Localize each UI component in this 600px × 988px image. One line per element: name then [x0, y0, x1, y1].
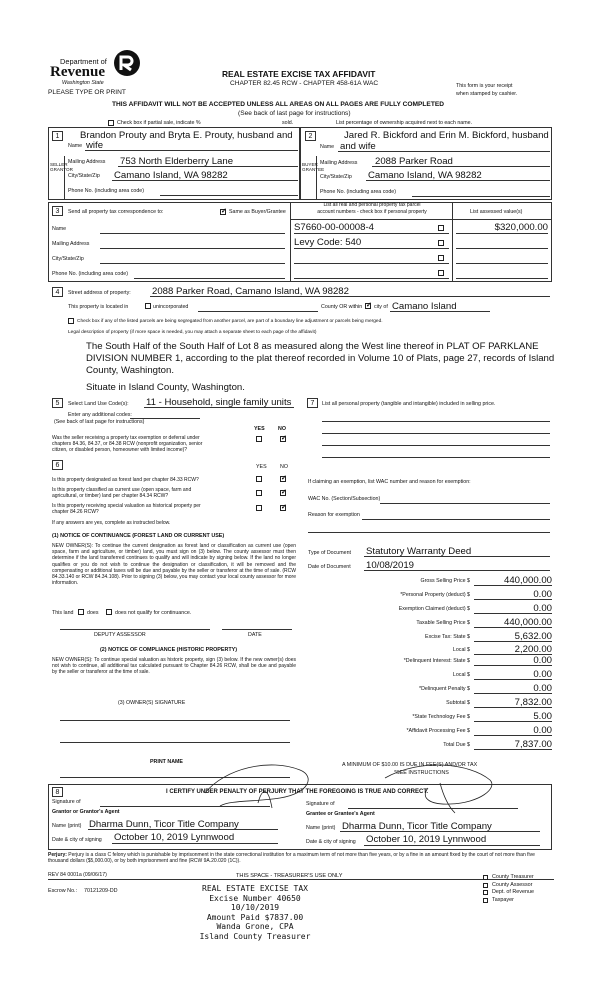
grantor-name-label: Name (print) [52, 823, 82, 829]
seller-city-value[interactable]: Camano Island, WA 98282 [114, 170, 228, 181]
buyer-name-line1[interactable]: Jared R. Bickford and Erin M. Bickford, husband [344, 130, 549, 141]
stamp-line: Island County Treasurer [199, 931, 311, 941]
tax-line-value[interactable]: 0.00 [533, 655, 552, 666]
section-number-4: 4 [52, 287, 63, 297]
street-address-label: Street address of property: [68, 290, 131, 296]
perjury-statement: Perjury: Perjury is a class C felony which is punishable by imprisonment in the state correctional institution for a maximum term of not more than five years, or by a fine in an amount fixed by the court of not more than five thousand dollars ($5,000.00), or by both imprisonment and fine (RCW 9A.20.020 (1C)). [48, 852, 535, 864]
stamp-line: Excise Number 40650 [209, 893, 301, 903]
section-number-5: 5 [52, 398, 63, 408]
warning-banner: THIS AFFIDAVIT WILL NOT BE ACCEPTED UNLESS ALL AREAS ON ALL PAGES ARE FULLY COMPLETED [112, 101, 445, 108]
date-doc-value[interactable]: 10/08/2019 [366, 560, 415, 571]
seller-mail-label: Mailing Address [68, 159, 106, 165]
s5-yes-checkbox[interactable] [256, 436, 262, 442]
tax-line-label: Gross Selling Price $ [420, 578, 470, 584]
tax-line-value[interactable]: 0.00 [533, 603, 552, 614]
buyer-phone-label: Phone No. (including area code) [320, 189, 396, 195]
located-label: This property is located in [68, 304, 129, 310]
copy-label: Dept. of Revenue [492, 889, 534, 895]
land-use-label: Select Land Use Code(s): [68, 401, 129, 407]
partial-sale-checkbox[interactable] [108, 120, 114, 126]
exemption-question: Was the seller receiving a property tax exemption or deferral under chapters 84.36, 84.37, or 84.38 RCW (nonprofit organization, senior citizen, or disabled person, homeowner with limited income)? [52, 435, 203, 453]
type-doc-label: Type of Document [308, 550, 351, 556]
tax-line-value[interactable]: 7,832.00 [514, 697, 552, 708]
tax-line-value[interactable]: 5.00 [533, 711, 552, 722]
copy-checkbox[interactable] [483, 898, 488, 903]
land-does-checkbox[interactable] [78, 609, 84, 615]
same-as-buyer-label: Same as Buyer/Grantee [229, 209, 286, 215]
seller-side-label: SELLER GRANTOR [50, 162, 73, 172]
seller-name-label: Name [68, 143, 83, 149]
stamp-line: Amount Paid $7837.00 [206, 912, 304, 922]
grantor-date-value[interactable]: October 10, 2019 Lynnwood [114, 832, 235, 843]
grantee-name-value[interactable]: Dharma Dunn, Ticor Title Company [342, 821, 492, 832]
copy-item [483, 874, 534, 882]
segregated-label: Check box if any of the listed parcels are being segregated from another parcel, are part of a boundary line adjustment or parcels being merged. [77, 319, 383, 324]
ownership-note: List percentage of ownership acquired next to each name. [336, 120, 473, 126]
historic-yes-checkbox[interactable] [256, 505, 262, 511]
tax-line-value[interactable]: 7,837.00 [514, 739, 552, 750]
stamp-line: REAL ESTATE EXCISE TAX [202, 884, 308, 893]
unincorporated-label: unincorporated [153, 304, 189, 310]
seller-phone-label: Phone No. (including area code) [68, 188, 144, 194]
land-does-label: does [87, 610, 99, 616]
land-does-not-label: does not qualify for continuance. [115, 610, 192, 616]
tax-line-value[interactable]: 440,000.00 [503, 575, 552, 586]
print-name-label: PRINT NAME [150, 759, 183, 765]
wac-label: WAC No. (Section/Subsection) [308, 496, 381, 502]
minimum-due: A MINIMUM OF $10.00 IS DUE IN FEE(S) AND/OR TAX [342, 762, 478, 768]
tax-line-label: *Personal Property (deduct) $ [400, 592, 470, 598]
dept-line3: Washington State [62, 80, 104, 86]
grantee-name-label: Name (print) [306, 825, 336, 831]
partial-sale-label: Check box if partial sale, indicate % [117, 120, 201, 126]
notice-compliance-text: NEW OWNER(S): To continue special valuation as historic property, sign (3) below. If the new owner(s) does not wish to continue, all additional tax calculated pursuant to Chapter 84.26 RCW, shall be due and payable by the seller or transferor at the time of sale. [52, 657, 296, 676]
s3-name-label: Name [52, 226, 67, 232]
city-of-checkbox[interactable] [365, 303, 371, 309]
parcel-number-1[interactable]: S7660-00-00008-4 [294, 222, 375, 233]
segregated-checkbox[interactable] [68, 318, 74, 324]
tax-line-label: Taxable Selling Price $ [416, 620, 470, 626]
receipt-note-2: when stamped by cashier. [456, 91, 518, 97]
tax-line-label: Excise Tax: State $ [425, 634, 470, 640]
county-or-label: County OR within [321, 304, 363, 310]
s6-no-header: NO [280, 464, 288, 470]
form-subtitle: CHAPTER 82.45 RCW - CHAPTER 458-61A WAC [230, 80, 379, 87]
tax-line-label: *Delinquent Penalty $ [419, 686, 470, 692]
tax-line-label: Exemption Claimed (deduct) $ [398, 606, 470, 612]
tax-line-value[interactable]: 0.00 [533, 683, 552, 694]
tax-line-label: *Delinquent Interest: State $ [403, 658, 470, 664]
this-land-label: This land [52, 610, 74, 616]
seller-name-line1[interactable]: Brandon Prouty and Bryta E. Prouty, husband and [80, 130, 293, 141]
current-use-question: Is this property classified as current use (open space, farm and agricultural, or timber) land per chapter 84.34 RCW? [52, 487, 192, 499]
seller-mail-value[interactable]: 753 North Elderberry Lane [120, 156, 234, 167]
s5-no-checkbox[interactable] [280, 436, 286, 442]
grantor-signature-label: Signature of [52, 799, 81, 805]
copy-distribution [483, 874, 534, 904]
if-any-yes: If any answers are yes, complete as instructed below. [52, 520, 171, 526]
section-number-2: 2 [305, 131, 316, 141]
see-back: (See back of last page for instructions) [238, 110, 351, 117]
historic-question: Is this property receiving special valuation as historical property per chapter 84.26 RCW? [52, 503, 201, 515]
tax-line-value[interactable]: 0.00 [533, 725, 552, 736]
treasurer-stamp [180, 884, 330, 942]
see-instructions: *SEE INSTRUCTIONS [394, 770, 449, 776]
forest-land-question: Is this property designated as forest land per chapter 84.33 RCW? [52, 477, 199, 483]
forest-no-checkbox[interactable] [280, 476, 286, 482]
forest-yes-checkbox[interactable] [256, 476, 262, 482]
parcel-1-personal-checkbox[interactable] [438, 225, 444, 231]
s3-mail-label: Mailing Address [52, 241, 90, 247]
treasurer-use-only: THIS SPACE - TREASURER'S USE ONLY [236, 873, 343, 879]
unincorporated-checkbox[interactable] [145, 303, 151, 309]
assessed-header: List assessed value(s) [470, 209, 523, 215]
current-use-no-checkbox[interactable] [280, 490, 286, 496]
tax-line-label: Local $ [452, 672, 470, 678]
buyer-name-line2[interactable]: and wife [340, 141, 376, 152]
buyer-city-label: City/State/Zip [320, 174, 352, 180]
copy-item [483, 882, 534, 890]
copy-label: County Treasurer [492, 874, 534, 880]
section-number-7: 7 [307, 398, 318, 408]
historic-no-checkbox[interactable] [280, 505, 286, 511]
city-value[interactable]: Camano Island [392, 301, 457, 312]
legal-line-2[interactable]: DIVISION NUMBER 1, according to the plat thereof recorded in Volume 10 of Plats, page 27, records of Island [86, 353, 555, 364]
buyer-city-value[interactable]: Camano Island, WA 98282 [368, 170, 482, 181]
parcel-4-personal-checkbox[interactable] [438, 270, 444, 276]
dor-logo-icon [112, 48, 142, 78]
form-title: REAL ESTATE EXCISE TAX AFFIDAVIT [222, 69, 376, 79]
parcel-2-personal-checkbox[interactable] [438, 240, 444, 246]
s5-no-header: NO [278, 426, 286, 432]
seller-name-line2[interactable]: wife [86, 140, 104, 151]
grantee-signature [380, 758, 500, 818]
personal-property-label: List all personal property (tangible and intangible) included in selling price. [322, 401, 496, 407]
grantee-agent-label: Grantee or Grantee's Agent [306, 811, 375, 817]
grantee-date-value[interactable]: October 10, 2019 Lynnwood [366, 834, 487, 845]
seller-city-label: City/State/Zip [68, 173, 100, 179]
copy-item [483, 889, 534, 897]
notice-continuance-title: (1) NOTICE OF CONTINUANCE (FOREST LAND OR CURRENT USE) [52, 533, 225, 539]
land-use-code-value[interactable]: 11 - Household, single family units [146, 397, 292, 408]
deputy-assessor-label: DEPUTY ASSESSOR [94, 632, 146, 638]
grantee-signature-label: Signature of [306, 801, 335, 807]
stamp-line: Wanda Grone, CPA [216, 922, 294, 932]
grantor-signature [200, 758, 320, 818]
copy-label: County Assessor [492, 881, 533, 888]
additional-codes-note: (See back of last page for instructions) [54, 419, 145, 425]
send-correspondence-label: Send all property tax correspondence to: [68, 209, 164, 215]
stamp-line: 10/10/2019 [230, 903, 280, 913]
notice-compliance-title: (2) NOTICE OF COMPLIANCE (HISTORIC PROPERTY) [100, 647, 238, 653]
legal-line-4[interactable]: Situate in Island County, Washington. [86, 382, 245, 393]
parcel-number-2[interactable]: Levy Code: 540 [294, 237, 362, 248]
buyer-name-label: Name [320, 144, 335, 150]
section-number-1: 1 [52, 131, 63, 141]
tax-line-label: Subtotal $ [446, 700, 470, 706]
buyer-mail-label: Mailing Address [320, 160, 358, 166]
same-as-buyer-checkbox[interactable] [220, 209, 226, 215]
legal-line-1[interactable]: The South Half of the South Half of Lot 8 as measured along the West line thereof in PLAT OF PARKLANE [86, 341, 539, 352]
current-use-yes-checkbox[interactable] [256, 490, 262, 496]
dept-line1: Department of [60, 57, 107, 66]
section-number-6: 6 [52, 460, 63, 470]
escrow-value: 70121209-DD [84, 888, 118, 894]
receipt-note: This form is your receipt [456, 83, 513, 89]
date-label: DATE [248, 632, 262, 638]
s5-yes-header: YES [254, 426, 265, 432]
grantor-date-label: Date & city of signing [52, 837, 102, 843]
section-number-8: 8 [52, 787, 63, 797]
assessed-value-1[interactable]: $320,000.00 [494, 222, 548, 233]
date-doc-label: Date of Document [308, 564, 351, 570]
section-number-3: 3 [52, 206, 63, 216]
type-doc-value[interactable]: Statutory Warranty Deed [366, 546, 472, 557]
copy-checkbox[interactable] [483, 875, 488, 880]
copy-label: Taxpayer [492, 896, 514, 903]
notice-continuance-text: NEW OWNER(S): To continue the current designation as forest land or classification as current use (open space, farm and agriculture, or timber) land, you must sign on (3) below. The county assessor must then determine if the land transferred continues to qualify and will indicate by signing below. If the land no longer qualifies or you do not wish to continue the designation or classification, it will be removed and the compensating or additional taxes will be due and payable by the seller or transferor at the time of sale. (RCW 84.33.140 or RCW 84.34.108). Prior to signing (3) below, you may contact your local county assessor for more information. [52, 543, 297, 587]
buyer-mail-value[interactable]: 2088 Parker Road [375, 156, 453, 167]
legal-description-label: Legal description of property (if more space is needed, you may attach a separate sheet to each page of the affidavit) [68, 330, 317, 335]
copy-item [483, 897, 534, 905]
tax-line-value[interactable]: 0.00 [533, 589, 552, 600]
tax-line-value[interactable]: 5,632.00 [514, 631, 552, 642]
owner-signature-label: (3) OWNER(S) SIGNATURE [118, 700, 186, 706]
buyer-side-label: BUYER GRANTEE [302, 162, 325, 172]
grantee-date-label: Date & city of signing [306, 839, 356, 845]
please-type: PLEASE TYPE OR PRINT [48, 89, 126, 96]
street-address-value[interactable]: 2088 Parker Road, Camano Island, WA 98282 [152, 286, 349, 297]
certify-statement: I CERTIFY UNDER PENALTY OF PERJURY THAT THE FOREGOING IS TRUE AND CORRECT. [166, 789, 429, 795]
tax-line-value[interactable]: 440,000.00 [503, 617, 552, 628]
grantor-agent-label: Grantor or Grantor's Agent [52, 809, 120, 815]
additional-codes-label: Enter any additional codes: [68, 412, 132, 418]
city-of-label: city of [374, 304, 388, 310]
exemption-claim-label: If claiming an exemption, list WAC number and reason for exemption: [308, 479, 471, 485]
tax-line-value[interactable]: 2,200.00 [514, 644, 552, 655]
escrow-label: Escrow No.: [48, 888, 78, 894]
grantor-name-value[interactable]: Dharma Dunn, Ticor Title Company [89, 819, 239, 830]
sold-label: sold. [282, 120, 294, 126]
parcel-3-personal-checkbox[interactable] [438, 255, 444, 261]
tax-line-label: *Affidavit Processing Fee $ [406, 728, 470, 734]
land-does-not-checkbox[interactable] [106, 609, 112, 615]
parcel-header-2: account numbers - check box if personal property [317, 209, 427, 215]
copy-checkbox[interactable] [483, 883, 488, 888]
tax-line-label: Local $ [452, 647, 470, 653]
s6-yes-header: YES [256, 464, 267, 470]
tax-line-value[interactable]: 0.00 [533, 669, 552, 680]
parcel-header-1: List all real and personal property tax parcel [323, 202, 421, 208]
copy-checkbox[interactable] [483, 890, 488, 895]
s3-phone-label: Phone No. (including area code) [52, 271, 128, 277]
tax-line-label: *State Technology Fee $ [412, 714, 470, 720]
tax-line-label: Total Due $ [443, 742, 470, 748]
s3-city-label: City/State/Zip [52, 256, 84, 262]
form-revision: REV 84 0001a (09/06/17) [48, 872, 107, 878]
reason-label: Reason for exemption [308, 512, 360, 518]
dept-line2: Revenue [50, 64, 105, 80]
legal-line-3[interactable]: County, Washington. [86, 365, 174, 376]
